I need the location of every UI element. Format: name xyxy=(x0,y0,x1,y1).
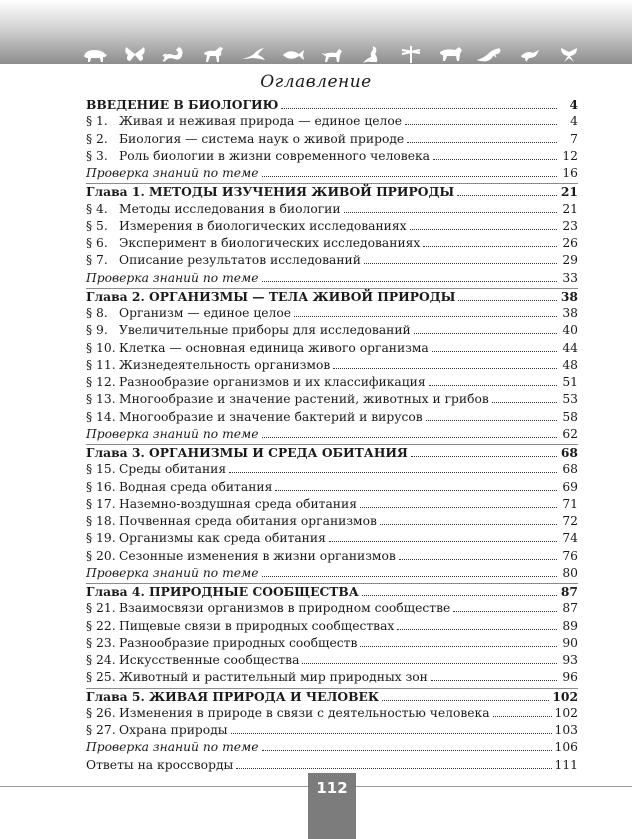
toc-entry-number: § 6. xyxy=(86,236,108,250)
dot-leader xyxy=(411,456,557,457)
dot-leader xyxy=(360,507,557,508)
toc-chapter-entry xyxy=(86,184,578,201)
toc-entry-number: § 21. xyxy=(86,601,116,616)
toc-entry-title: Разнообразие организмов и их классификация xyxy=(119,375,426,389)
bird-icon xyxy=(517,44,543,64)
toc-entry-title: Описание результатов исследований xyxy=(119,253,361,268)
dot-leader xyxy=(380,524,557,525)
toc-entry-title: Многообразие и значение бактерий и вирусов xyxy=(119,409,423,424)
toc-entry xyxy=(86,392,578,409)
page-number-tab xyxy=(308,773,356,839)
toc-entry-title: Многообразие и значение растений, животных и грибов xyxy=(119,392,489,407)
toc-entry-page: 87 xyxy=(560,584,578,599)
toc-entry-page: 33 xyxy=(562,270,578,285)
toc-entry xyxy=(86,410,578,427)
toc-entry-title: Глава 5. ЖИВАЯ ПРИРОДА И ЧЕЛОВЕК xyxy=(86,688,380,704)
toc-entry-number: § 20. xyxy=(86,548,116,563)
dot-leader xyxy=(433,159,557,160)
toc-entry-title: Сезонные изменения в жизни организмов xyxy=(119,548,396,563)
toc-entry-number: § 16. xyxy=(86,479,116,494)
dot-leader xyxy=(426,420,557,421)
kangaroo-icon xyxy=(359,44,385,64)
toc-entry-title: Измерения в биологических исследованиях xyxy=(119,218,407,233)
swallow-icon xyxy=(240,44,266,64)
dragonfly-icon xyxy=(398,44,424,64)
toc-entry-title: Искусственные сообщества xyxy=(119,653,300,667)
toc-entry xyxy=(86,531,578,548)
dot-leader xyxy=(236,768,551,769)
toc-review-entry xyxy=(86,166,578,183)
dot-leader xyxy=(262,437,557,438)
toc-entry-page: 68 xyxy=(560,445,578,460)
scorpion-icon xyxy=(161,44,187,64)
toc-entry-number: § 24. xyxy=(86,653,116,667)
toc-entry xyxy=(86,462,578,479)
toc-entry-number: § 9. xyxy=(86,323,108,338)
toc-entry-page: 74 xyxy=(562,531,578,546)
dot-leader xyxy=(493,716,552,717)
dot-leader xyxy=(423,246,557,247)
toc-entry-page: 4 xyxy=(570,114,578,129)
toc-entry xyxy=(86,653,578,670)
dot-leader xyxy=(397,629,557,630)
toc-entry-title: Разнообразие природных сообществ xyxy=(119,635,358,650)
toc-entry-title: Изменения в природе в связи с деятельностью человека xyxy=(119,705,490,720)
dot-leader xyxy=(453,611,557,612)
toc-entry xyxy=(86,670,578,687)
decorative-banner xyxy=(0,0,632,64)
table-of-contents xyxy=(86,97,578,775)
toc-entry xyxy=(86,706,578,723)
toc-entry xyxy=(86,253,578,270)
toc-entry-page: 106 xyxy=(554,740,578,755)
toc-entry-page: 71 xyxy=(562,496,578,511)
toc-entry-page: 90 xyxy=(562,635,578,650)
toc-entry-title: Живая и неживая природа — единое целое xyxy=(119,114,403,129)
toc-entry xyxy=(86,358,578,375)
dot-leader xyxy=(431,680,557,681)
toc-entry-title: Глава 3. ОРГАНИЗМЫ И СРЕДА ОБИТАНИЯ xyxy=(86,445,408,460)
dot-leader xyxy=(262,750,552,751)
toc-entry-number: § 26. xyxy=(86,705,116,720)
toc-entry-page: 53 xyxy=(562,392,578,407)
toc-entry-page: 21 xyxy=(562,201,578,216)
toc-entry xyxy=(86,202,578,219)
toc-entry-title: Биология — система наук о живой природе xyxy=(119,131,405,146)
toc-chapter-entry xyxy=(86,289,578,306)
toc-entry-title: Охрана природы xyxy=(119,723,228,737)
dot-leader xyxy=(229,472,557,473)
dot-leader xyxy=(457,195,557,196)
toc-entry xyxy=(86,219,578,236)
toc-entry xyxy=(86,375,578,392)
toc-entry-number: § 25. xyxy=(86,670,116,685)
toc-entry-title: Роль биологии в жизни современного человека xyxy=(119,148,430,163)
toc-entry-number: § 8. xyxy=(86,306,108,320)
toc-entry-page: 38 xyxy=(562,306,578,320)
dot-leader xyxy=(399,559,557,560)
toc-entry-page: 69 xyxy=(562,479,578,494)
dot-leader xyxy=(262,576,557,577)
toc-entry-page: 51 xyxy=(562,375,578,389)
dot-leader xyxy=(262,176,557,177)
toc-entry-number: § 12. xyxy=(86,375,116,389)
dot-leader xyxy=(407,142,557,143)
toc-entry-title: Методы исследования в биологии xyxy=(119,201,341,216)
dot-leader xyxy=(414,333,557,334)
toc-entry-page: 44 xyxy=(562,340,578,355)
toc-review-entry xyxy=(86,740,578,757)
toc-entry-title: Проверка знаний по теме xyxy=(86,426,259,441)
dot-leader xyxy=(262,281,557,282)
toc-review-entry xyxy=(86,566,578,583)
toc-entry-title: Среды обитания xyxy=(119,462,227,477)
dot-leader xyxy=(344,212,557,213)
dot-leader xyxy=(275,490,557,491)
fish-icon xyxy=(280,44,306,64)
toc-entry-number: § 22. xyxy=(86,618,116,633)
toc-entry xyxy=(86,601,578,618)
toc-entry-title: Наземно-воздушная среда обитания xyxy=(119,496,357,511)
toc-entry-number: § 1. xyxy=(86,114,108,129)
toc-entry-page: 40 xyxy=(562,323,578,338)
toc-entry-title: Животный и растительный мир природных зон xyxy=(119,670,428,685)
toc-entry xyxy=(86,306,578,323)
toc-entry-page: 72 xyxy=(562,514,578,528)
dot-leader xyxy=(410,229,557,230)
dot-leader xyxy=(492,402,557,403)
toc-entry-page: 21 xyxy=(560,184,578,200)
toc-entry-title: Проверка знаний по теме xyxy=(86,166,259,180)
dot-leader xyxy=(405,124,557,125)
toc-entry-page: 87 xyxy=(562,601,578,616)
toc-entry xyxy=(86,114,578,131)
toc-review-entry xyxy=(86,271,578,288)
toc-entry-page: 76 xyxy=(562,548,578,563)
dot-leader xyxy=(432,351,557,352)
toc-entry xyxy=(86,619,578,636)
toc-entry-page: 89 xyxy=(562,618,578,633)
toc-entry-number: § 5. xyxy=(86,218,108,233)
toc-chapter-entry xyxy=(86,584,578,601)
toc-entry-page: 23 xyxy=(562,218,578,233)
dog-icon xyxy=(319,44,345,64)
bull-icon xyxy=(438,44,464,64)
toc-entry-title: Водная среда обитания xyxy=(119,479,273,494)
toc-entry-title: Почвенная среда обитания организмов xyxy=(119,514,377,528)
dot-leader xyxy=(360,646,557,647)
toc-entry-page: 111 xyxy=(554,757,578,772)
toc-entry-number: § 10. xyxy=(86,340,116,355)
toc-entry-title: Организм — единое целое xyxy=(119,306,292,320)
toc-entry-title: Проверка знаний по теме xyxy=(86,270,259,285)
toc-entry-page: 12 xyxy=(562,148,578,163)
toc-entry-number: § 11. xyxy=(86,357,116,372)
dot-leader xyxy=(329,541,557,542)
butterfly-icon xyxy=(122,44,148,64)
toc-entry xyxy=(86,636,578,653)
dot-leader xyxy=(458,300,557,301)
toc-entry-number: § 4. xyxy=(86,201,108,216)
toc-entry xyxy=(86,723,578,740)
toc-entry xyxy=(86,549,578,566)
toc-entry-page: 29 xyxy=(562,253,578,268)
lizard-icon xyxy=(477,44,503,64)
horse-icon xyxy=(201,44,227,64)
toc-entry-page: 103 xyxy=(554,723,578,737)
toc-entry-page: 80 xyxy=(562,565,578,580)
toc-entry-page: 62 xyxy=(562,426,578,441)
dot-leader xyxy=(362,595,557,596)
toc-entry-title: Проверка знаний по теме xyxy=(86,565,259,580)
toc-entry-title: Эксперимент в биологических исследованиях xyxy=(119,236,421,250)
toc-entry xyxy=(86,341,578,358)
page-number: 112 xyxy=(316,779,348,797)
toc-entry-page: 38 xyxy=(560,288,578,304)
toc-entry-number: § 14. xyxy=(86,409,116,424)
toc-entry-page: 93 xyxy=(562,653,578,667)
dot-leader xyxy=(281,108,557,109)
toc-entry-number: § 27. xyxy=(86,723,116,737)
dot-leader xyxy=(294,316,557,317)
toc-entry-number: § 2. xyxy=(86,131,108,146)
toc-entry-title: Глава 4. ПРИРОДНЫЕ СООБЩЕСТВА xyxy=(86,584,359,599)
toc-entry-page: 102 xyxy=(552,688,578,704)
boar-icon xyxy=(82,44,108,64)
toc-entry xyxy=(86,497,578,514)
toc-entry-title: Жизнедеятельность организмов xyxy=(119,357,331,372)
toc-entry-title: Проверка знаний по теме xyxy=(86,740,259,755)
toc-entry-title: Взаимосвязи организмов в природном сообществе xyxy=(119,601,451,616)
toc-chapter-entry xyxy=(86,689,578,706)
toc-entry xyxy=(86,480,578,497)
toc-entry-page: 26 xyxy=(562,236,578,250)
toc-entry-title: Ответы на кроссворды xyxy=(86,757,234,772)
toc-entry-page: 48 xyxy=(562,357,578,372)
toc-entry-title: Пищевые связи в природных сообществах xyxy=(119,618,395,633)
toc-entry xyxy=(86,514,578,531)
toc-entry-number: § 19. xyxy=(86,531,116,546)
toc-entry-number: § 23. xyxy=(86,635,116,650)
toc-entry xyxy=(86,132,578,149)
toc-entry xyxy=(86,323,578,340)
dot-leader xyxy=(333,368,557,369)
toc-entry-title: Клетка — основная единица живого организма xyxy=(119,340,429,355)
toc-review-entry xyxy=(86,427,578,444)
toc-entry-page: 96 xyxy=(562,670,578,685)
toc-entry-page: 16 xyxy=(562,166,578,180)
toc-entry xyxy=(86,149,578,166)
toc-entry-page: 68 xyxy=(562,462,578,477)
toc-entry-title: Глава 2. ОРГАНИЗМЫ — ТЕЛА ЖИВОЙ ПРИРОДЫ xyxy=(86,288,456,304)
toc-entry xyxy=(86,236,578,253)
moth-icon xyxy=(556,44,582,64)
toc-entry-number: § 13. xyxy=(86,392,116,407)
toc-entry-number: § 17. xyxy=(86,496,116,511)
toc-entry-page: 58 xyxy=(562,409,578,424)
toc-entry-page: 7 xyxy=(570,131,578,146)
dot-leader xyxy=(364,263,557,264)
table-of-contents-title: Оглавление xyxy=(260,72,372,92)
toc-entry-number: § 7. xyxy=(86,253,108,268)
toc-entry-title: Организмы как среда обитания xyxy=(119,531,326,546)
toc-entry-title: Глава 1. МЕТОДЫ ИЗУЧЕНИЯ ЖИВОЙ ПРИРОДЫ xyxy=(86,184,455,200)
toc-chapter-entry xyxy=(86,97,578,114)
dot-leader xyxy=(382,700,549,701)
animal-silhouettes xyxy=(82,40,582,64)
dot-leader xyxy=(231,733,552,734)
toc-entry-title: ВВЕДЕНИЕ В БИОЛОГИЮ xyxy=(86,97,279,112)
dot-leader xyxy=(429,385,557,386)
dot-leader xyxy=(302,663,557,664)
toc-entry-number: § 15. xyxy=(86,462,116,477)
toc-entry-number: § 18. xyxy=(86,514,116,528)
toc-entry-title: Увеличительные приборы для исследований xyxy=(119,323,411,338)
toc-entry-number: § 3. xyxy=(86,148,108,163)
toc-chapter-entry xyxy=(86,445,578,462)
toc-entry-page: 4 xyxy=(569,97,578,112)
toc-entry-page: 102 xyxy=(554,705,578,720)
